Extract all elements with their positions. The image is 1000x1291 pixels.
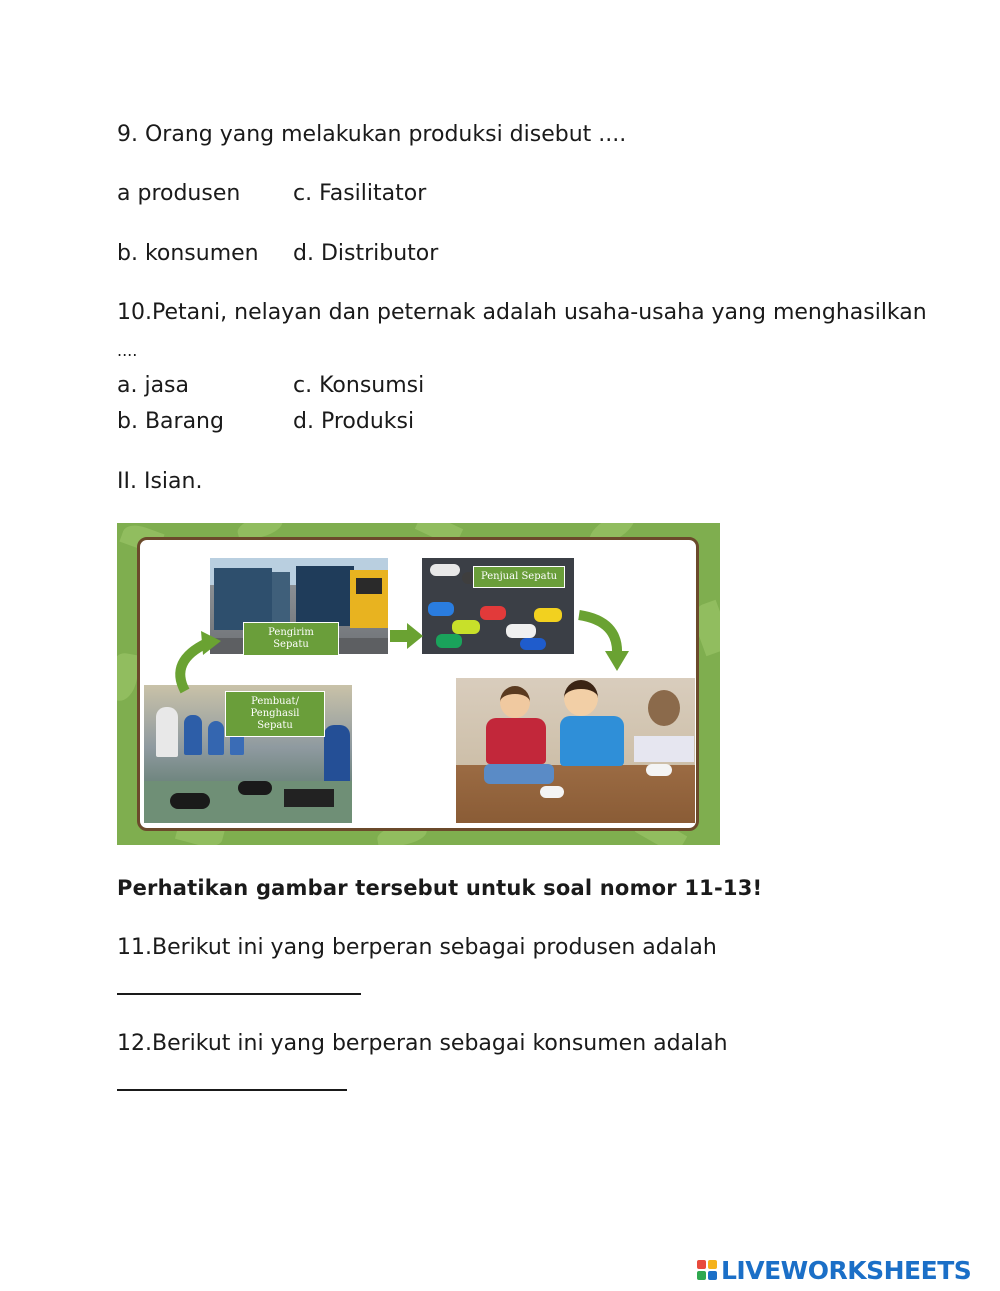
q9-option-c: c. Fasilitator xyxy=(293,181,427,206)
maker-label: Pembuat/ Penghasil Sepatu xyxy=(225,691,325,737)
q9-question: 9. Orang yang melakukan produksi disebut .... xyxy=(117,122,627,147)
q10-option-c: c. Konsumsi xyxy=(293,373,425,398)
arrow-seller-to-consumer xyxy=(579,615,617,655)
liveworksheets-logo xyxy=(697,1255,971,1285)
instruction: Perhatikan gambar tersebut untuk soal nomor 11-13! xyxy=(117,876,763,900)
q9-option-b: b. konsumen xyxy=(117,241,259,266)
q10-question: 10.Petani, nelayan dan peternak adalah usaha-usaha yang menghasilkan xyxy=(117,300,927,325)
q9-option-a: a produsen xyxy=(117,181,241,206)
q10-option-d: d. Produksi xyxy=(293,409,415,434)
liveworksheets-logo-icon xyxy=(697,1260,717,1280)
arrow-maker-to-sender-head xyxy=(201,631,221,655)
q10-option-b: b. Barang xyxy=(117,409,224,434)
logo-text: LIVEWORKSHEETS xyxy=(721,1255,972,1285)
q9-option-d: d. Distributor xyxy=(293,241,439,266)
q12-answer-blank[interactable] xyxy=(117,1089,347,1091)
q10-option-a: a. jasa xyxy=(117,373,190,398)
q11-question: 11.Berikut ini yang berperan sebagai produsen adalah xyxy=(117,935,717,960)
arrow-sender-to-seller xyxy=(390,623,423,649)
q11-answer-blank[interactable] xyxy=(117,993,361,995)
flow-arrows xyxy=(117,523,720,845)
q10-question-continued: .... xyxy=(117,341,138,360)
sender-label: Pengirim Sepatu xyxy=(243,622,339,656)
seller-label: Penjual Sepatu xyxy=(473,566,565,588)
arrow-seller-to-consumer-head xyxy=(605,651,629,671)
section-title: II. Isian. xyxy=(117,469,203,494)
q12-question: 12.Berikut ini yang berperan sebagai konsumen adalah xyxy=(117,1031,728,1056)
production-chain-figure xyxy=(117,523,720,845)
